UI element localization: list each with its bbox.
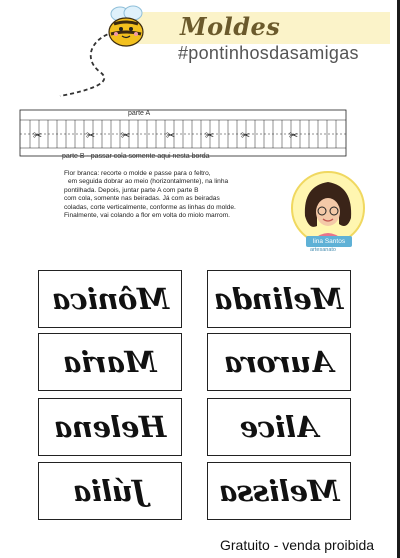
scissors-icon: ✂ — [121, 129, 131, 142]
name-card-text: Mônica — [51, 282, 169, 316]
name-card-left-2 — [38, 333, 182, 391]
name-card-text: Melissa — [218, 474, 340, 508]
strip-label-part-a: parte A — [128, 110, 151, 117]
artist-name-ribbon: lina Santos — [306, 236, 352, 247]
name-card-text: Júlia — [73, 474, 147, 508]
name-card-right-4 — [207, 462, 351, 520]
name-card-left-4 — [38, 462, 182, 520]
instructions-text — [64, 170, 314, 220]
hashtag: #pontinhosdasamigas — [178, 43, 359, 63]
instruction-line: com cola, somente nas beiradas. Já com as beiradas — [64, 195, 220, 203]
instruction-line: Finalmente, vai colando a flor em volta do miolo marrom. — [64, 212, 231, 220]
name-card-text: Aurora — [224, 345, 334, 379]
instruction-line: Flor branca: recorte o molde e passe para o feltro, — [64, 170, 211, 177]
name-card-text: Helena — [53, 410, 167, 444]
bee-icon — [100, 4, 152, 50]
scissors-icon: ✂ — [241, 129, 251, 142]
name-card-left-1 — [38, 270, 182, 328]
scissors-icon: ✂ — [33, 129, 43, 142]
instruction-line: em seguida dobrar ao meio (horizontalmente), na linha — [68, 178, 229, 186]
artist-subtitle: artesanato — [310, 247, 336, 253]
name-card-right-1 — [207, 270, 351, 328]
scissors-icon: ✂ — [205, 129, 215, 142]
scissors-icon: ✂ — [166, 129, 176, 142]
name-card-text: Melinda — [214, 282, 344, 316]
strip-label-part-b: parte B - passar cola somente aqui nesta borda — [62, 153, 210, 160]
name-card-left-3 — [38, 398, 182, 456]
page-title: Moldes — [180, 12, 281, 41]
scissors-icon: ✂ — [86, 129, 96, 142]
name-card-text: Maria — [63, 345, 157, 379]
name-card-right-3 — [207, 398, 351, 456]
instruction-line: pontilhada. Depois, juntar parte A com parte B — [64, 186, 199, 194]
name-card-text: Alice — [239, 410, 319, 444]
instruction-line: coladas, corte verticalmente, conforme as linhas do molde. — [64, 203, 236, 211]
footer-notice: Gratuito - venda proibida — [220, 537, 375, 553]
name-card-right-2 — [207, 333, 351, 391]
scissors-icon: ✂ — [289, 129, 299, 142]
